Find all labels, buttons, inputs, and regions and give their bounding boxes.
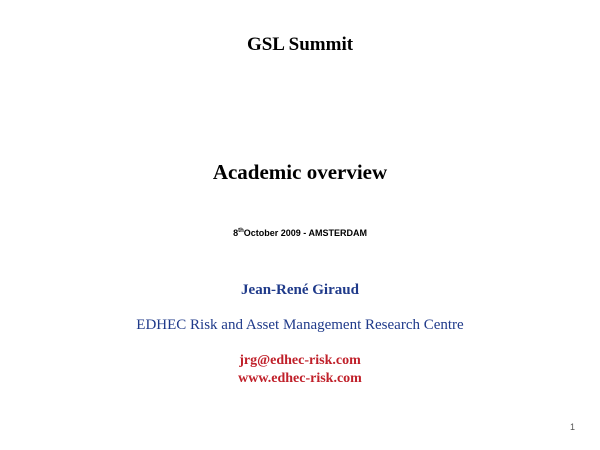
page-number: 1 [569,422,575,432]
email-link[interactable]: jrg@edhec-risk.com [239,353,361,368]
date-day: 8 [233,228,239,238]
event-title: GSL Summit [246,34,354,55]
author-name: Jean-René Giraud [241,282,359,298]
date-day-suffix: th [238,228,244,234]
organization-name: EDHEC Risk and Asset Management Research Centre [136,317,464,333]
presentation-title: Academic overview [212,160,388,184]
date-rest: October 2009 - AMSTERDAM [243,228,367,238]
date-line [0,228,600,238]
website-link[interactable]: www.edhec-risk.com [238,371,362,386]
